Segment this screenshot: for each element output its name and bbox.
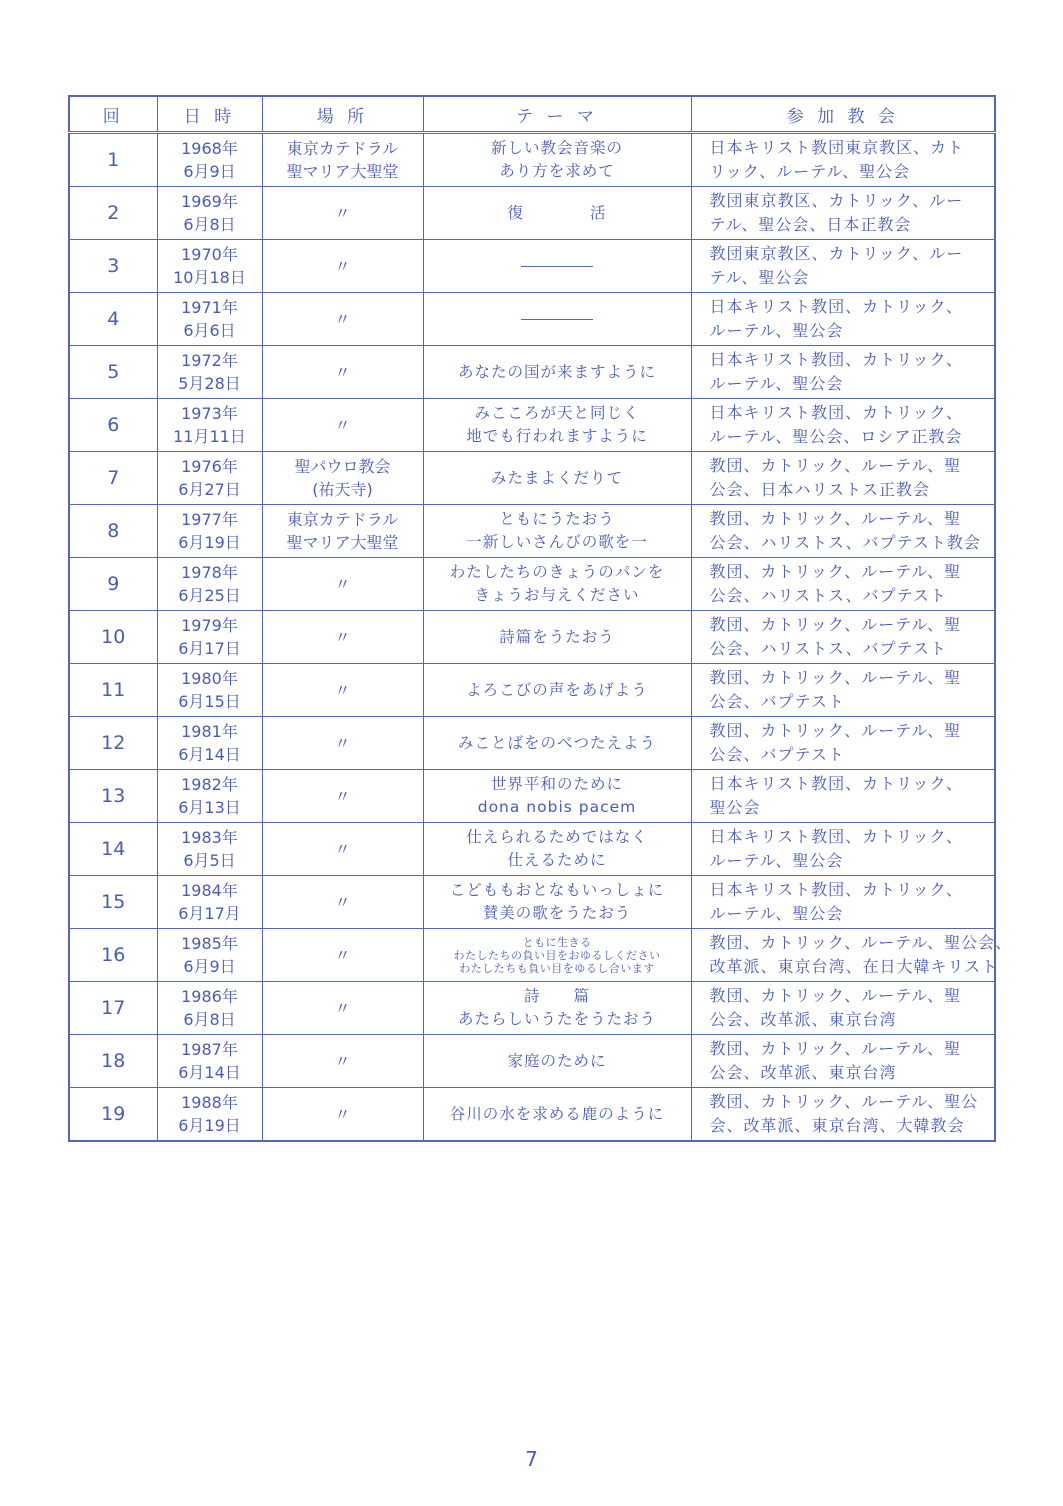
table-row <box>69 187 995 240</box>
place-line: 〃 <box>334 945 351 965</box>
date-year: 1979年 <box>181 616 238 635</box>
row-theme <box>423 823 691 876</box>
row-theme <box>423 664 691 717</box>
theme-line: みこころが天と同じく <box>474 404 640 422</box>
date-year: 1970年 <box>181 245 238 264</box>
place-line: 〃 <box>334 998 351 1018</box>
table-row <box>69 982 995 1035</box>
row-place <box>262 452 423 505</box>
theme-line: 新しい教会音楽の <box>490 139 623 157</box>
row-theme <box>423 876 691 929</box>
churches-line: 教団、カトリック、ルーテル、聖 <box>709 668 962 687</box>
date-year: 1978年 <box>181 563 238 582</box>
date-year: 1972年 <box>181 351 238 370</box>
row-churches <box>691 1088 995 1142</box>
place-line: 〃 <box>334 1104 351 1124</box>
churches-line: 教団、カトリック、ルーテル、聖 <box>709 986 962 1005</box>
concert-history-table <box>68 95 1013 1142</box>
row-date <box>157 664 262 717</box>
row-theme <box>423 505 691 558</box>
row-place <box>262 982 423 1035</box>
row-date <box>157 240 262 293</box>
churches-line: 会、改革派、東京台湾、大韓教会 <box>709 1116 965 1135</box>
row-place <box>262 717 423 770</box>
churches-line: ルーテル、聖公会 <box>709 321 844 340</box>
place-line: 聖マリア大聖堂 <box>286 533 399 552</box>
row-number: 3 <box>69 240 157 293</box>
row-place <box>262 876 423 929</box>
row-churches <box>691 664 995 717</box>
row-place <box>262 823 423 876</box>
churches-line: 公会、バプテスト <box>709 692 845 711</box>
date-day: 6月17月 <box>178 904 241 923</box>
row-date <box>157 717 262 770</box>
row-number: 18 <box>69 1035 157 1088</box>
theme-line: こどももおとなもいっしょに <box>449 881 665 899</box>
place-line: 〃 <box>334 574 351 594</box>
churches-line: 公会、日本ハリストス正教会 <box>709 480 931 499</box>
row-date <box>157 133 262 187</box>
date-year: 1984年 <box>181 881 238 900</box>
table-row <box>69 770 995 823</box>
table-row <box>69 133 995 187</box>
row-theme <box>423 133 691 187</box>
churches-line: 公会、ハリストス、バプテスト <box>709 639 947 658</box>
date-day: 11月11日 <box>173 427 246 446</box>
row-churches <box>691 929 1013 982</box>
row-number: 16 <box>69 929 157 982</box>
date-day: 6月19日 <box>178 1116 241 1135</box>
churches-line: ルーテル、聖公会 <box>709 904 844 923</box>
date-year: 1985年 <box>181 934 238 953</box>
row-theme <box>423 399 691 452</box>
date-day: 6月27日 <box>178 480 241 499</box>
row-number: 11 <box>69 664 157 717</box>
row-place <box>262 505 423 558</box>
churches-line: 教団東京教区、カトリック、ルー <box>709 191 964 210</box>
row-number: 19 <box>69 1088 157 1142</box>
table-row <box>69 505 995 558</box>
row-theme <box>423 929 691 982</box>
row-churches <box>691 505 995 558</box>
theme-line: わたしたちも負い目をゆるし合います <box>459 961 655 975</box>
row-place <box>262 1035 423 1088</box>
table-row <box>69 240 995 293</box>
churches-line: 公会、改革派、東京台湾 <box>709 1063 897 1082</box>
churches-line: テル、聖公会 <box>709 268 810 287</box>
churches-line: 教団、カトリック、ルーテル、聖 <box>709 509 962 528</box>
table-row <box>69 558 995 611</box>
theme-line: 賛美の歌をうたおう <box>482 904 632 922</box>
row-theme <box>423 293 691 346</box>
row-number: 2 <box>69 187 157 240</box>
row-churches <box>691 399 995 452</box>
table-row <box>69 823 995 876</box>
row-date <box>157 823 262 876</box>
row-place <box>262 664 423 717</box>
place-line: 東京カテドラル <box>286 510 399 529</box>
churches-line: リック、ルーテル、聖公会 <box>709 162 911 181</box>
churches-line: ルーテル、聖公会 <box>709 374 844 393</box>
row-date <box>157 505 262 558</box>
churches-line: 教団、カトリック、ルーテル、聖 <box>709 721 962 740</box>
no-theme-dash <box>521 266 593 267</box>
row-place <box>262 1088 423 1142</box>
row-number: 15 <box>69 876 157 929</box>
theme-line: 仕えられるためではなく <box>466 828 648 846</box>
row-number: 17 <box>69 982 157 1035</box>
table-row <box>69 664 995 717</box>
date-day: 6月17日 <box>178 639 241 658</box>
table-row <box>69 1088 995 1142</box>
date-year: 1982年 <box>181 775 238 794</box>
theme-line: あなたの国が来ますように <box>457 362 656 381</box>
row-place <box>262 611 423 664</box>
table-row <box>69 611 995 664</box>
no-theme-dash <box>521 319 593 320</box>
row-theme <box>423 1088 691 1142</box>
place-line: 〃 <box>334 203 351 223</box>
row-number: 6 <box>69 399 157 452</box>
date-day: 6月6日 <box>183 321 236 340</box>
table-row <box>69 717 995 770</box>
row-date <box>157 452 262 505</box>
row-churches <box>691 770 995 823</box>
row-number: 1 <box>69 133 157 187</box>
row-churches <box>691 876 995 929</box>
place-line: 〃 <box>334 256 351 276</box>
header-place: 場 所 <box>262 96 423 133</box>
row-churches <box>691 133 995 187</box>
churches-line: 教団東京教区、カトリック、ルー <box>709 244 964 263</box>
row-churches <box>691 558 995 611</box>
theme-line: よろこびの声をあげよう <box>466 680 648 699</box>
row-place <box>262 133 423 187</box>
churches-line: 公会、ハリストス、バプテスト <box>709 586 947 605</box>
churches-line: ルーテル、聖公会、ロシア正教会 <box>709 427 963 446</box>
row-date <box>157 293 262 346</box>
row-number: 12 <box>69 717 157 770</box>
churches-line: 教団、カトリック、ルーテル、聖公 <box>709 1092 979 1111</box>
row-number: 10 <box>69 611 157 664</box>
row-churches <box>691 982 995 1035</box>
place-line: 〃 <box>334 839 351 859</box>
row-date <box>157 1088 262 1142</box>
theme-line: 詩篇をうたおう <box>499 627 615 646</box>
row-place <box>262 399 423 452</box>
date-day: 6月13日 <box>178 798 241 817</box>
theme-line: わたしたちの負い目をおゆるしください <box>453 948 661 962</box>
place-line: 東京カテドラル <box>286 139 399 158</box>
row-theme <box>423 240 691 293</box>
churches-line: 教団、カトリック、ルーテル、聖 <box>709 615 962 634</box>
row-place <box>262 346 423 399</box>
date-year: 1977年 <box>181 510 238 529</box>
theme-line: dona nobis pacem <box>477 798 637 816</box>
header-no: 回 <box>69 96 157 133</box>
row-place <box>262 187 423 240</box>
date-day: 6月9日 <box>183 162 236 181</box>
place-line: 〃 <box>334 680 351 700</box>
row-date <box>157 346 262 399</box>
theme-line: きょうお与えください <box>474 586 640 604</box>
place-line: 〃 <box>334 627 351 647</box>
theme-line: ともに生きる <box>522 935 592 949</box>
row-number: 5 <box>69 346 157 399</box>
place-line: 〃 <box>334 1051 351 1071</box>
place-line: 〃 <box>334 892 351 912</box>
page-number: 7 <box>525 1447 538 1471</box>
churches-line: 日本キリスト教団、カトリック、 <box>709 297 963 316</box>
row-churches <box>691 240 995 293</box>
place-line: 聖マリア大聖堂 <box>286 162 399 181</box>
date-day: 10月18日 <box>173 268 246 287</box>
date-day: 6月9日 <box>183 957 236 976</box>
churches-line: 日本キリスト教団、カトリック、 <box>709 880 963 899</box>
date-day: 6月19日 <box>178 533 241 552</box>
churches-line: 教団、カトリック、ルーテル、聖 <box>709 456 962 475</box>
churches-line: 教団、カトリック、ルーテル、聖 <box>709 1039 962 1058</box>
churches-line: ルーテル、聖公会 <box>709 851 844 870</box>
row-churches <box>691 611 995 664</box>
theme-line: 地でも行われますように <box>466 427 648 445</box>
date-year: 1986年 <box>181 987 238 1006</box>
row-place <box>262 240 423 293</box>
place-line: 〃 <box>334 362 351 382</box>
churches-line: 教団、カトリック、ルーテル、聖 <box>709 562 962 581</box>
row-date <box>157 399 262 452</box>
row-churches <box>691 452 995 505</box>
churches-line: 日本キリスト教団、カトリック、 <box>709 350 963 369</box>
churches-line: 日本キリスト教団、カトリック、 <box>709 403 963 422</box>
date-day: 6月8日 <box>183 215 236 234</box>
place-line: 〃 <box>334 786 351 806</box>
date-day: 6月5日 <box>183 851 236 870</box>
date-year: 1973年 <box>181 404 238 423</box>
row-number: 9 <box>69 558 157 611</box>
row-theme <box>423 452 691 505</box>
header-churches: 参 加 教 会 <box>691 96 995 133</box>
row-date <box>157 187 262 240</box>
table-body <box>69 133 1013 1142</box>
row-place <box>262 770 423 823</box>
row-date <box>157 929 262 982</box>
place-line: 〃 <box>334 415 351 435</box>
theme-line: 詩 篇 <box>523 987 590 1005</box>
theme-line: ともにうたおう <box>499 510 615 528</box>
churches-line: 公会、改革派、東京台湾 <box>709 1010 897 1029</box>
place-line: 聖パウロ教会 <box>294 457 391 476</box>
place-line: (祐天寺) <box>312 480 373 499</box>
row-date <box>157 770 262 823</box>
theme-line: 家庭のために <box>507 1051 607 1070</box>
row-place <box>262 293 423 346</box>
table-row <box>69 929 995 982</box>
date-day: 6月15日 <box>178 692 241 711</box>
table-row <box>69 1035 995 1088</box>
date-year: 1971年 <box>181 298 238 317</box>
place-line: 〃 <box>334 309 351 329</box>
churches-line: 公会、バプテスト <box>709 745 845 764</box>
theme-line: 世界平和のために <box>490 775 623 793</box>
row-theme <box>423 187 691 240</box>
row-churches <box>691 187 995 240</box>
date-day: 6月14日 <box>178 1063 241 1082</box>
table-row <box>69 293 995 346</box>
row-theme <box>423 346 691 399</box>
date-year: 1968年 <box>181 139 238 158</box>
header-date: 日 時 <box>157 96 262 133</box>
row-number: 4 <box>69 293 157 346</box>
theme-line: 復 活 <box>507 203 607 222</box>
churches-line: 公会、ハリストス、バプテスト教会 <box>709 533 981 552</box>
row-theme <box>423 717 691 770</box>
row-churches <box>691 823 995 876</box>
row-theme <box>423 611 691 664</box>
row-number: 14 <box>69 823 157 876</box>
row-churches <box>691 346 995 399</box>
churches-line: 日本キリスト教団、カトリック、 <box>709 827 963 846</box>
date-year: 1988年 <box>181 1093 238 1112</box>
date-day: 6月8日 <box>183 1010 236 1029</box>
row-number: 7 <box>69 452 157 505</box>
theme-line: わたしたちのきょうのパンを <box>449 563 665 581</box>
row-date <box>157 982 262 1035</box>
date-year: 1983年 <box>181 828 238 847</box>
churches-line: 教団、カトリック、ルーテル、聖公会、 <box>709 933 1013 952</box>
date-year: 1987年 <box>181 1040 238 1059</box>
row-churches <box>691 293 995 346</box>
date-day: 6月14日 <box>178 745 241 764</box>
row-churches <box>691 717 995 770</box>
date-year: 1980年 <box>181 669 238 688</box>
theme-line: あたらしいうたをうたおう <box>457 1010 656 1028</box>
row-date <box>157 1035 262 1088</box>
header-theme: テ ー マ <box>423 96 691 133</box>
row-churches <box>691 1035 995 1088</box>
row-date <box>157 558 262 611</box>
churches-line: 聖公会 <box>709 798 761 817</box>
row-number: 13 <box>69 770 157 823</box>
theme-line: 一新しいさんびの歌を一 <box>466 533 648 551</box>
row-place <box>262 558 423 611</box>
date-year: 1981年 <box>181 722 238 741</box>
churches-line: 日本キリスト教団、カトリック、 <box>709 774 963 793</box>
theme-line: 仕えるために <box>507 851 607 869</box>
churches-line: 改革派、東京台湾、在日大韓キリスト <box>709 957 999 976</box>
table-row <box>69 346 995 399</box>
theme-line: みことばをのべつたえよう <box>457 733 656 752</box>
date-year: 1976年 <box>181 457 238 476</box>
place-line: 〃 <box>334 733 351 753</box>
row-theme <box>423 770 691 823</box>
theme-line: みたまよくだりて <box>490 468 623 487</box>
row-number: 8 <box>69 505 157 558</box>
row-date <box>157 876 262 929</box>
date-year: 1969年 <box>181 192 238 211</box>
row-place <box>262 929 423 982</box>
table-header-row <box>69 96 995 133</box>
table-row <box>69 876 995 929</box>
row-theme <box>423 1035 691 1088</box>
churches-line: 日本キリスト教団東京教区、カト <box>709 138 965 157</box>
row-date <box>157 611 262 664</box>
table-row <box>69 399 995 452</box>
churches-line: テル、聖公会、日本正教会 <box>709 215 912 234</box>
date-day: 5月28日 <box>178 374 241 393</box>
date-day: 6月25日 <box>178 586 241 605</box>
row-theme <box>423 558 691 611</box>
theme-line: あり方を求めて <box>499 162 615 180</box>
row-theme <box>423 982 691 1035</box>
table-row <box>69 452 995 505</box>
theme-line: 谷川の水を求める鹿のように <box>449 1104 665 1123</box>
